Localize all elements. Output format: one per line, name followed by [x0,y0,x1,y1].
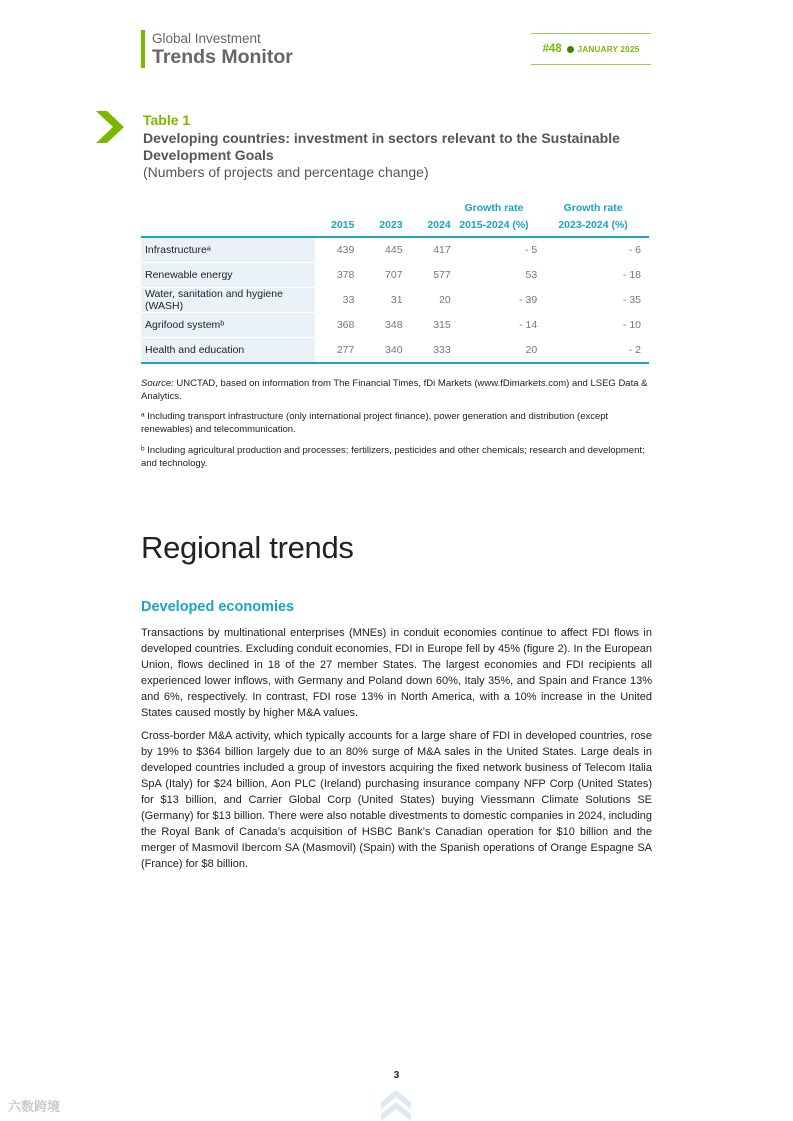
cell-2024: 417 [433,244,451,256]
header-2023: 2023 [379,219,403,231]
table-row [141,338,649,364]
issue-date: JANUARY 2025 [577,44,640,54]
brand-bottom-text: Trends Monitor [152,46,293,68]
cell-2015: 277 [336,344,355,356]
cell-growth-1: - 5 [524,244,538,256]
paragraph-2: Cross-border M&A activity, which typically accounts for a large share of FDI in developed countries, rose by 19% to $364 billion largely due to an 80% surge of M&A sales in the United States. Large deals in developed countries included a group of investors acquiring the fixed network business of Telecom Italia SpA (Italy) for $24 billion, Aon PLC (Ireland) purchasing insurance company NFP Corp (United States) for $13 billion, and Carrier Global Corp (United States) buying Viessmann Climate Solutions SE (Germany) for $13 billion. There were also notable divestments to domestic companies in 2024, including the Royal Bank of Canada’s acquisition of HSBC Bank’s Canadian operation for $10 billion and the merger of Masmovil Ibercom SA (Masmovil) (Spain) with the Spanish operations of Orange Espagne SA (France) for $8 billion. [141,730,652,870]
cell-2024: 577 [433,269,451,281]
cell-growth-2: - 35 [622,294,641,306]
table-row [141,263,649,288]
header-growth-2015-2024: Growth rate 2015-2024 (%) [459,202,529,231]
paragraph-1: Transactions by multinational enterprises (MNEs) in conduit economies continue to affect FDI flows in developed countries. Excluding conduit economies, FDI in Europe fell by 45% (figure 2). In the European Union, flows declined in 18 of the 27 member States. The largest economies and FDI recipients all experienced lower inflows, with Germany and Poland down 60%, Italy 35%, and Spain and France 13% and 6%, respectively. In contrast, FDI rose 13% in North America, with a 10% increase in the United States caused mostly by higher M&A values. [141,627,652,719]
cell-growth-2: - 6 [628,244,641,256]
cell-2015: 439 [336,244,355,256]
cell-2015: 378 [336,269,355,281]
cell-2023: 31 [390,294,403,306]
header-empty [141,200,315,237]
header-2024: 2024 [427,219,451,231]
cell-2023: 348 [385,319,403,331]
table-row [141,237,649,263]
table-subtitle: (Numbers of projects and percentage change) [143,164,429,180]
section-subheading: Developed economies [141,599,295,615]
issue-number: #48 [542,43,562,55]
cell-2023: 707 [385,269,403,281]
source-text: UNCTAD, based on information from The Financial Times, fDi Markets (www.fDimarkets.com) and LSEG Data & Analytics. [141,378,648,402]
brand-top-text: Global Investment [152,31,261,46]
table-row [141,288,649,313]
row-label: Agrifood systemᵇ [141,313,315,338]
cell-growth-2: - 10 [622,319,641,331]
watermark: 六数跨境 [8,1099,61,1114]
cell-2023: 340 [385,344,403,356]
cell-growth-2: - 2 [628,344,641,356]
row-label: Water, sanitation and hygiene (WASH) [141,288,315,313]
row-label: Renewable energy [141,263,315,288]
cell-2023: 445 [385,244,403,256]
cell-2015: 368 [336,319,355,331]
source-note [141,377,652,403]
header-growth-2023-2024: Growth rate 2023-2024 (%) [558,202,628,231]
cell-growth-2: - 18 [622,269,641,281]
cell-2024: 315 [433,319,451,331]
table-header-row [141,200,649,237]
chevron-right-icon [96,111,124,143]
footnote-a: ᵃ Including transport infrastructure (only international project finance), power generation and distribution (except renewables) and telecommunication. [141,411,609,435]
source-label: Source: [141,378,174,389]
issue-badge [531,33,651,65]
table-label: Table 1 [143,112,191,128]
cell-growth-1: - 14 [519,319,538,331]
cell-2015: 33 [342,294,355,306]
data-table [141,200,649,364]
header-2015: 2015 [330,219,355,231]
footnote-b: ᵇ Including agricultural production and processes; fertilizers, pesticides and other chemicals; research and development; and technology. [141,445,645,469]
cell-growth-1: 53 [525,269,538,281]
cell-growth-1: 20 [525,344,538,356]
brand-logo [141,30,293,68]
cell-growth-1: - 39 [519,294,538,306]
dot-icon [567,46,574,53]
row-label: Health and education [141,338,315,364]
chevron-up-icon [381,1090,411,1121]
cell-2024: 333 [433,344,451,356]
cell-2024: 20 [439,294,451,306]
section-title: Regional trends [141,530,354,565]
page-number: 3 [393,1070,400,1081]
table-row [141,313,649,338]
table-title: Developing countries: investment in sectors relevant to the Sustainable Development Goals [143,130,620,163]
row-label: Infrastructureᵃ [141,237,315,263]
